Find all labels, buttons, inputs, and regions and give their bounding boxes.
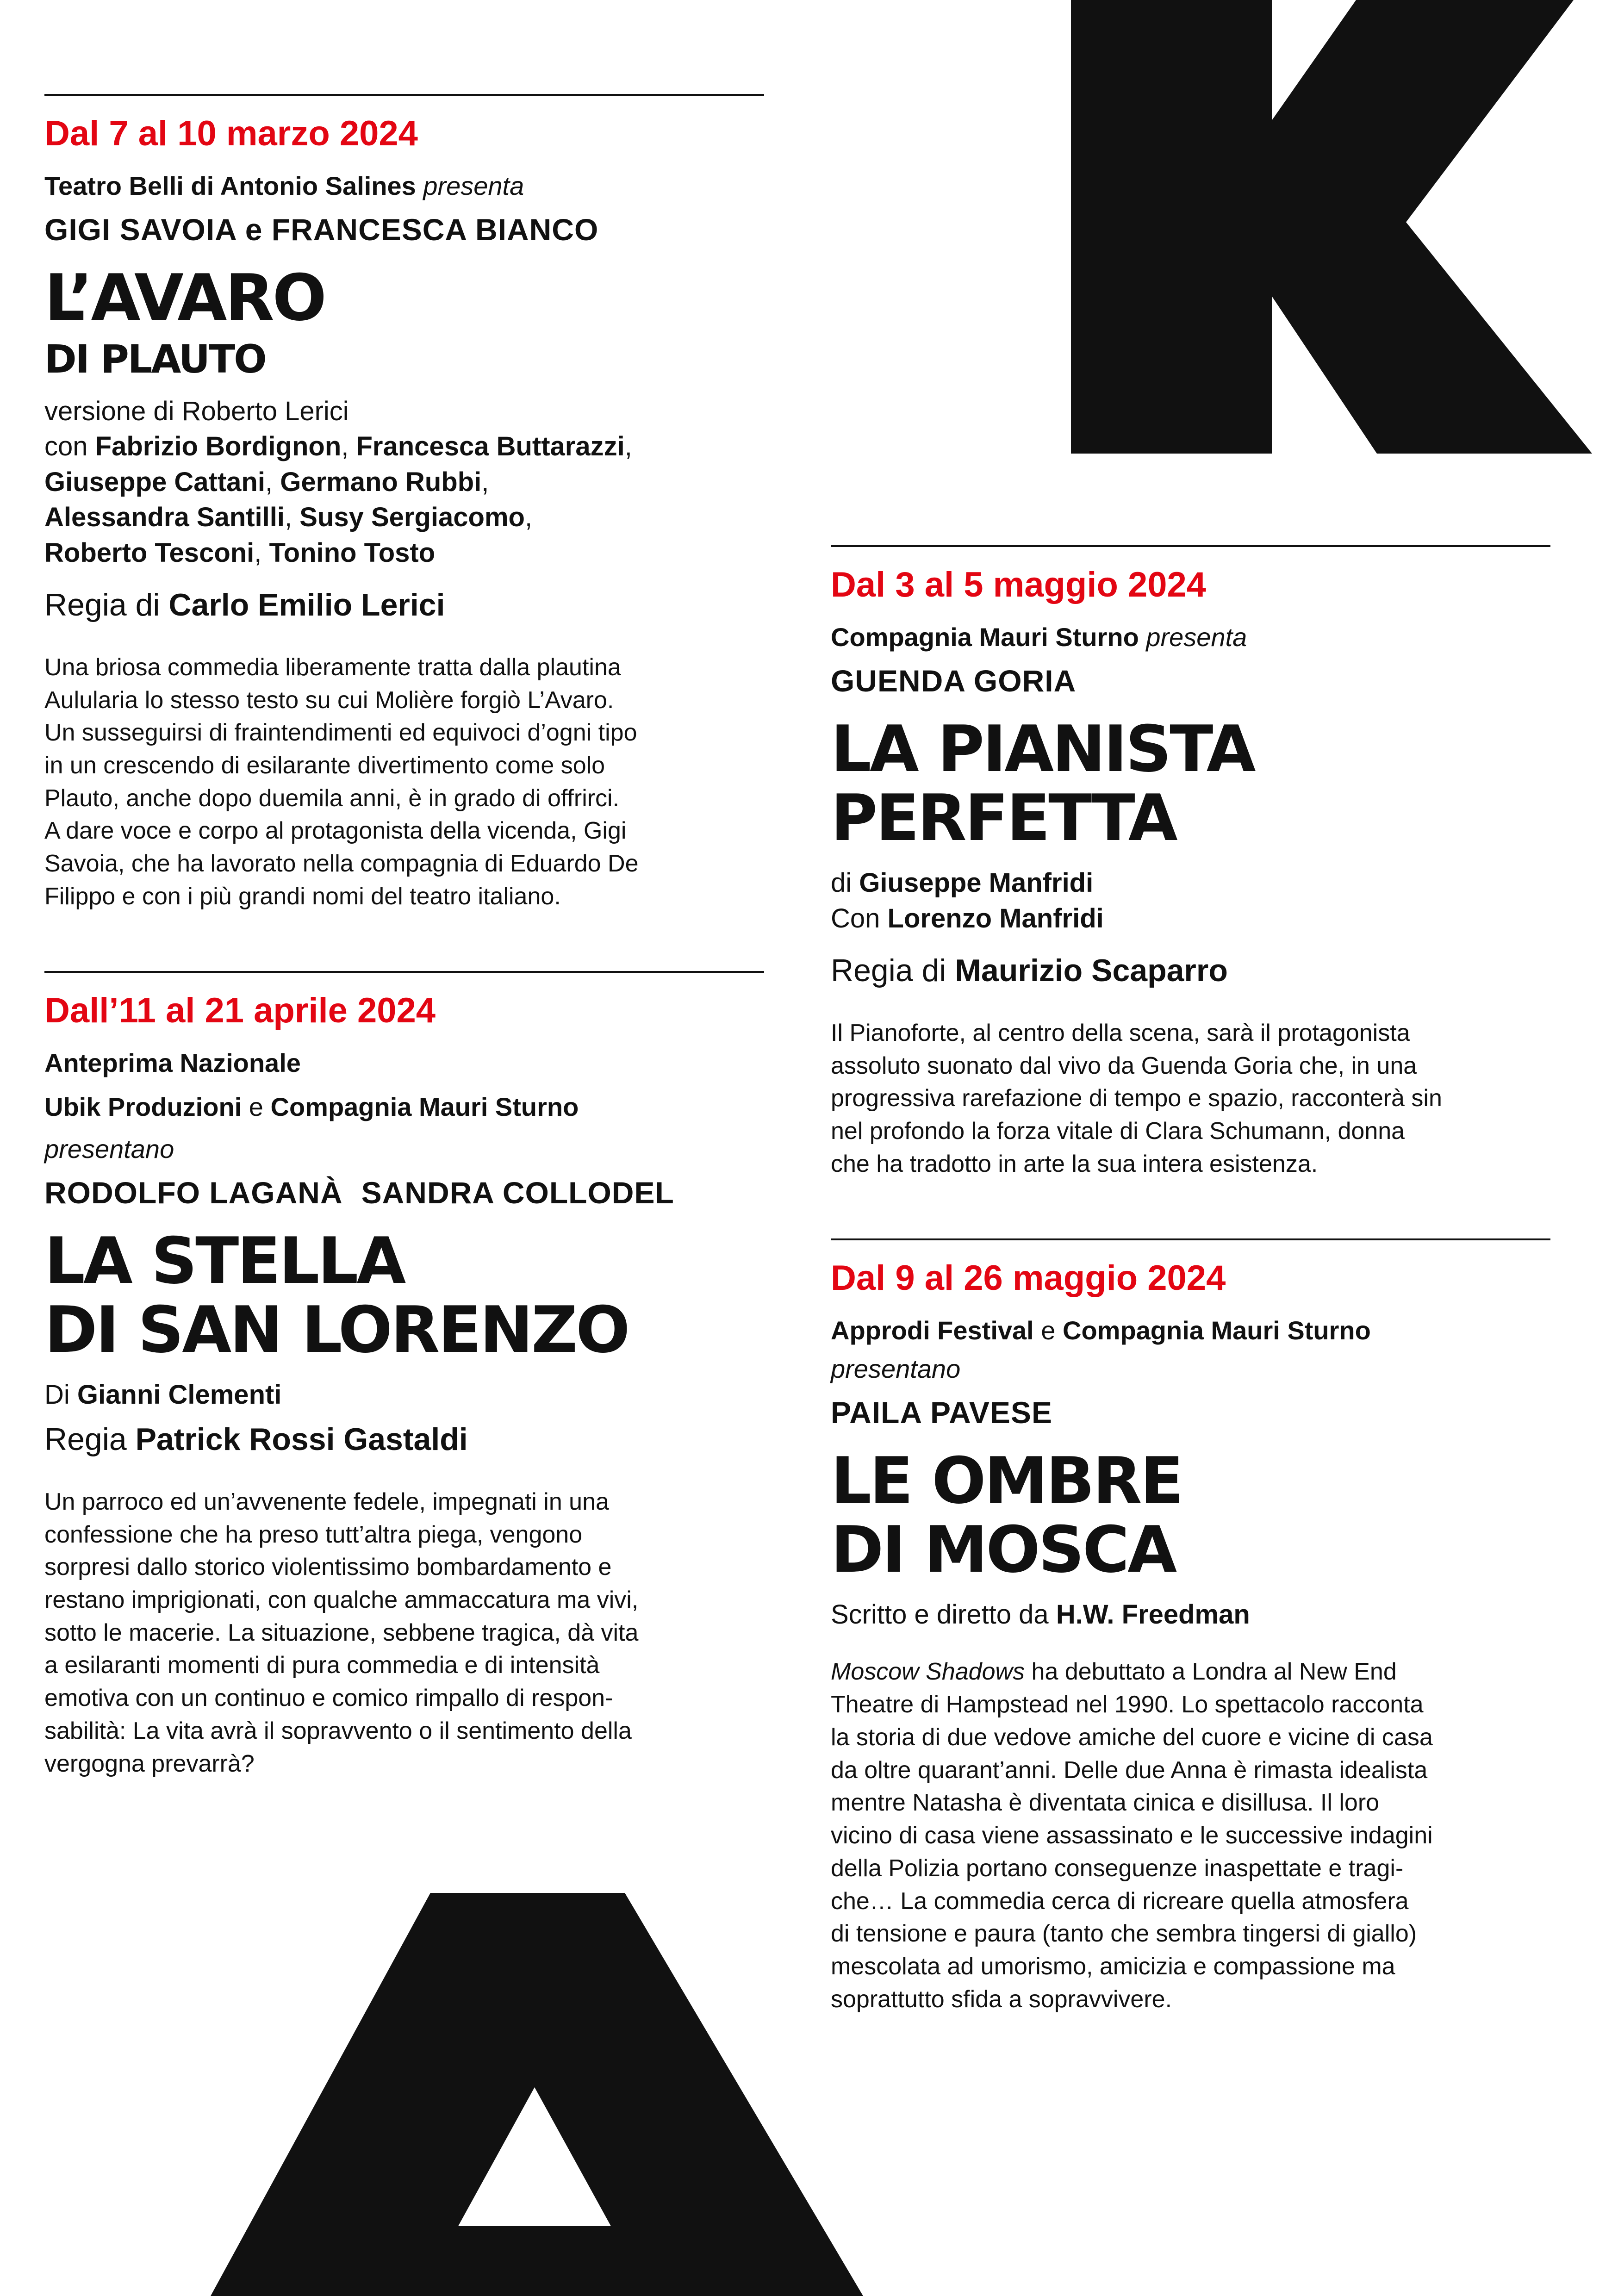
title-line: DI MOSCA [831,1512,1176,1587]
decorative-letter-k [1071,0,1592,454]
show-description [831,1017,1550,1181]
title-line: L’AVARO [44,261,325,336]
show-lavaro [44,94,764,913]
description-line: Un susseguirsi di fraintendimenti ed equivoci d’ogni tipo [44,719,637,747]
director-line [44,1421,764,1459]
description-line: restano imprigionati, con qualche ammaccatura ma vivi, [44,1587,639,1614]
description-line: da oltre quarant’anni. Delle due Anna è rimasta idealista [831,1756,1428,1784]
title-line: DI SAN LORENZO [44,1292,629,1367]
show-title [44,261,764,336]
cast-list-label: con [44,431,88,462]
credit-name: Gianni Clementi [77,1379,282,1410]
show-description [44,651,764,913]
cast-list: con Fabrizio Bordignon, Francesca Buttarazzi, Giuseppe Cattani, Germano Rubbi, Alessandra Santilli, Susy Sergiacomo, Roberto Tesconi, Tonino Tosto [44,431,632,568]
show-subtitle: DI PLAUTO [44,336,266,382]
decorative-letter-a [211,1893,863,2296]
cast-headline [44,212,764,248]
producer-name: Teatro Belli di Antonio Salines [44,171,416,201]
description-text: ha debuttato a Londra al New End [1025,1658,1397,1686]
producer-name: Compagnia Mauri Sturno [831,622,1139,652]
presents-label: presentano [44,1134,174,1164]
title-line: LA STELLA [44,1223,404,1298]
description-line: mescolata ad umorismo, amicizia e compassione ma [831,1953,1395,1980]
description-line: sorpresi dallo storico violentissimo bombardamento e [44,1554,612,1581]
credit-line [831,1597,1550,1633]
show-description [831,1655,1550,2016]
description-line: la storia di due vedove amiche del cuore e vicine di casa [831,1724,1433,1751]
show-la-stella-di-san-lorenzo [44,971,764,1780]
credit-prefix: di [831,868,852,898]
description-line: emotiva con un continuo e comico rimpallo di respon- [44,1685,613,1712]
credit-prefix: Con [831,903,880,933]
producer-joiner: e [1041,1316,1056,1345]
show-date: Dal 9 al 26 maggio 2024 [831,1258,1226,1298]
description-line: sotto le macerie. La situazione, sebbene tragica, dà vita [44,1619,639,1646]
description-line: confessione che ha preso tutt’altra piega, vengono [44,1521,583,1548]
show-date: Dall’11 al 21 aprile 2024 [44,991,436,1030]
producer-joiner: e [249,1092,263,1122]
director-prefix: Regia [44,1422,127,1457]
credit-line [44,1377,764,1413]
credit-prefix: Scritto e diretto da [831,1599,1049,1630]
section-divider [44,94,764,96]
show-description [44,1486,764,1780]
cast-member: Giuseppe Cattani [44,467,265,497]
description-line: progressiva rarefazione di tempo e spazio, racconterà sin [831,1085,1442,1112]
section-divider [831,545,1550,547]
credit-name: Giuseppe Manfridi [859,868,1094,898]
show-le-ombre-di-mosca [831,1238,1550,2016]
credit-line [831,865,1550,901]
producer-line [831,621,1550,654]
producer-name: Ubik Produzioni [44,1092,242,1122]
credit-prefix: Di [44,1379,70,1410]
cast-headline [831,664,1550,699]
producer-name: Compagnia Mauri Sturno [1063,1316,1371,1345]
cast-member: Germano Rubbi [280,467,482,497]
description-line: Un parroco ed un’avvenente fedele, impegnati in una [44,1488,609,1515]
description-line: mentre Natasha è diventata cinica e disillusa. Il loro [831,1789,1380,1817]
cast-name: GIGI SAVOIA e FRANCESCA BIANCO [44,212,599,247]
credit-prefix: versione di [44,396,174,426]
cast-headline [44,1176,764,1211]
description-line: Savoia, che ha lavorato nella compagnia di Eduardo De [44,850,639,877]
description-line: soprattutto sfida a sopravvivere. [831,1985,1172,2013]
cast-member: Fabrizio Bordignon [95,431,342,462]
cast-member: Francesca Buttarazzi [356,431,625,462]
description-line: vergogna prevarrà? [44,1750,255,1777]
director-prefix: Regia di [831,953,946,989]
description-line: Plauto, anche dopo duemila anni, è in grado di offrirci. [44,784,620,812]
section-divider [831,1238,1550,1240]
show-date: Dal 7 al 10 marzo 2024 [44,114,418,153]
cast-headline [831,1395,1550,1431]
producer-name: Approdi Festival [831,1316,1034,1345]
title-line: PERFETTA [831,781,1176,856]
credit-name: Lorenzo Manfridi [887,903,1104,933]
description-line: A dare voce e corpo al protagonista della vicenda, Gigi [44,817,627,845]
description-line: della Polizia portano conseguenze inaspettate e tragi- [831,1854,1404,1882]
show-title [831,1443,1550,1587]
description-line [831,1655,1550,1688]
director-line [44,586,764,624]
description-line: Filippo e con i più grandi nomi del teatro italiano. [44,883,561,910]
description-line: Theatre di Hampstead nel 1990. Lo spettacolo racconta [831,1691,1424,1718]
description-line: vicino di casa viene assassinato e le successive indagini [831,1822,1433,1849]
credit-line [831,901,1550,937]
preview-label: Anteprima Nazionale [44,1048,301,1078]
show-date: Dal 3 al 5 maggio 2024 [831,565,1207,604]
title-line: LA PIANISTA [831,712,1254,787]
description-line: che ha tradotto in arte la sua intera esistenza. [831,1150,1318,1177]
description-line: assoluto suonato dal vivo da Guenda Goria che, in una [831,1052,1417,1079]
director-name: Maurizio Scaparro [955,953,1228,989]
director-prefix: Regia di [44,587,160,623]
producer-line [44,1090,764,1124]
description-line: Il Pianoforte, al centro della scena, sarà il protagonista [831,1019,1410,1046]
description-line: a esilaranti momenti di pura commedia e di intensità [44,1652,600,1679]
presents-label: presenta [1146,622,1247,652]
cast-member: Roberto Tesconi [44,537,255,568]
description-lead-title: Moscow Shadows [831,1658,1025,1686]
description-line: Aulularia lo stesso testo su cui Molière forgiò L’Avaro. [44,686,614,714]
description-line: che… La commedia cerca di ricreare quella atmosfera [831,1887,1409,1915]
director-line [831,952,1550,990]
description-line: Una briosa commedia liberamente tratta dalla plautina [44,653,621,681]
description-line: nel profondo la forza vitale di Clara Schumann, donna [831,1117,1405,1145]
director-name: Patrick Rossi Gastaldi [135,1422,468,1457]
presents-label: presenta [423,171,524,201]
show-title [831,712,1550,856]
credit-line [44,394,764,429]
producer-name: Compagnia Mauri Sturno [270,1092,579,1122]
description-line: di tensione e paura (tanto che sembra tingersi di giallo) [831,1920,1417,1948]
cast-member: Alessandra Santilli [44,502,285,533]
cast-name: GUENDA GORIA [831,664,1077,698]
cast-name: SANDRA COLLODEL [361,1175,674,1210]
cast-member: Tonino Tosto [269,537,436,568]
presents-label: presentano [831,1354,961,1384]
cast-name: RODOLFO LAGANÀ [44,1175,343,1210]
title-line: LE OMBRE [831,1443,1182,1518]
credit-name: Roberto Lerici [181,396,349,426]
credit-name: H.W. Freedman [1056,1599,1250,1630]
show-la-pianista-perfetta [831,545,1550,1180]
section-divider [44,971,764,973]
description-line: sabilità: La vita avrà il sopravvento o il sentimento della [44,1717,632,1744]
cast-member: Susy Sergiacomo [299,502,525,533]
cast-name: PAILA PAVESE [831,1395,1052,1430]
producer-line [44,169,764,203]
show-title [44,1223,764,1367]
producer-line [831,1314,1550,1348]
description-line: in un crescendo di esilarante divertimento come solo [44,752,605,779]
director-name: Carlo Emilio Lerici [168,587,445,623]
